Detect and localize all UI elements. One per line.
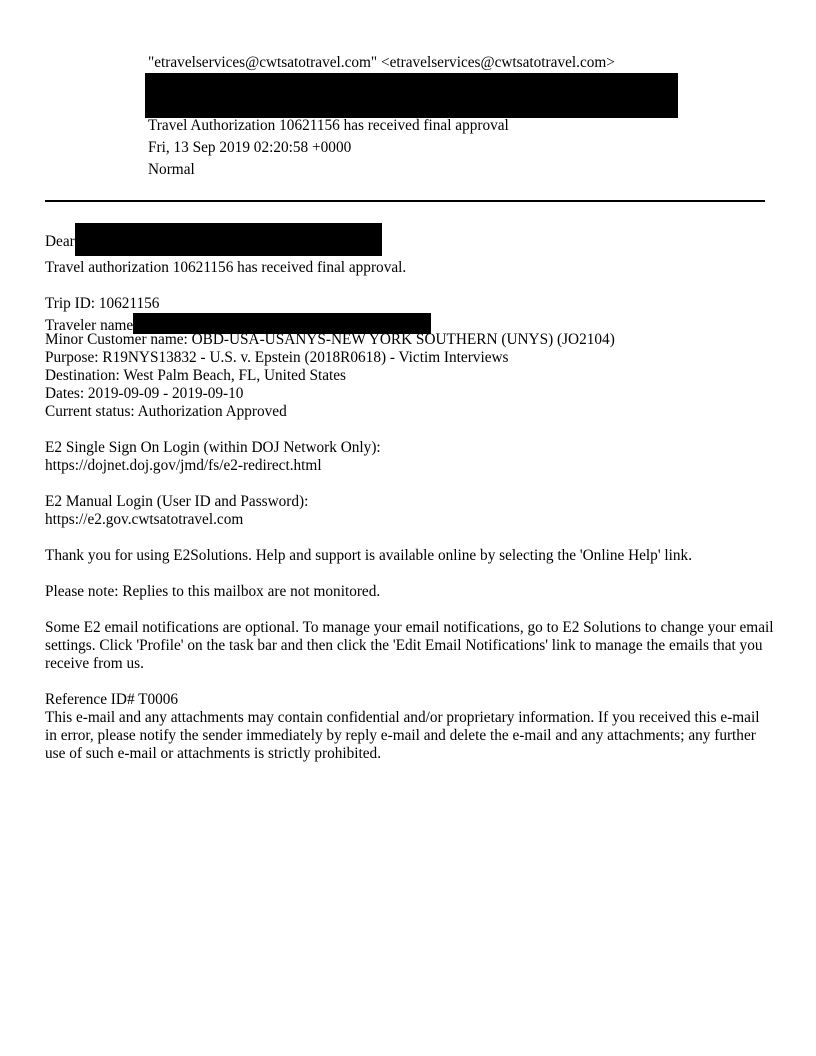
disclaimer-text: This e-mail and any attachments may contain confidential and/or proprietary information. If you received this e-mail in error, please notify the sender immediately by reply e-mail and delete the e-mail and any attachments; any further use of such e-mail or attachments is strictly prohibited.	[45, 709, 760, 762]
importance-value: Normal	[148, 161, 195, 178]
notifications-text: Some E2 email notifications are optional. To manage your email notifications, go to E2 Solutions to change your email settings. Click 'Profile' on the task bar and then click the 'Edit Email Notifications' link to manage the emails that you receive from us.	[45, 619, 774, 672]
minor-customer: Minor Customer name: OBD-USA-USANYS-NEW YORK SOUTHERN (UNYS) (JO2104)	[45, 331, 615, 348]
note-text: Please note: Replies to this mailbox are not monitored.	[45, 583, 381, 600]
footer-block	[45, 691, 775, 763]
note-block	[45, 583, 775, 601]
trip-id: Trip ID: 10621156	[45, 295, 160, 312]
thanks-block	[45, 547, 775, 565]
sso-heading: E2 Single Sign On Login (within DOJ Network Only):	[45, 439, 381, 456]
sso-block	[45, 439, 775, 475]
purpose: Purpose: R19NYS13832 - U.S. v. Epstein (2018R0618) - Victim Interviews	[45, 349, 509, 366]
manual-heading: E2 Manual Login (User ID and Password):	[45, 493, 309, 510]
sso-url: https://dojnet.doj.gov/jmd/fs/e2-redirect.html	[45, 457, 322, 474]
from-value: "etravelservices@cwtsatotravel.com" <etravelservices@cwtsatotravel.com>	[148, 54, 615, 71]
reference-id: Reference ID# T0006	[45, 691, 179, 708]
header-divider	[45, 200, 765, 202]
greeting-line	[45, 223, 775, 250]
greeting: Dear	[45, 233, 75, 250]
destination: Destination: West Palm Beach, FL, United States	[45, 367, 346, 384]
trip-details	[45, 295, 775, 421]
traveler-name-label: Traveler name	[45, 317, 134, 334]
intro-block	[45, 259, 775, 277]
redacted-recipient	[145, 73, 678, 118]
manual-url: https://e2.gov.cwtsatotravel.com	[45, 511, 244, 528]
dates: Dates: 2019-09-09 - 2019-09-10	[45, 385, 244, 402]
redacted-recipient-name	[75, 223, 382, 256]
current-status: Current status: Authorization Approved	[45, 403, 287, 420]
thanks-text: Thank you for using E2Solutions. Help and support is available online by selecting the 'Online Help' link.	[45, 547, 693, 564]
subject-value: Travel Authorization 10621156 has received final approval	[148, 117, 509, 134]
notifications-block	[45, 619, 775, 673]
intro-text: Travel authorization 10621156 has received final approval.	[45, 259, 407, 276]
traveler-name-line	[45, 313, 775, 334]
manual-login-block	[45, 493, 775, 529]
date-value: Fri, 13 Sep 2019 02:20:58 +0000	[148, 139, 352, 156]
